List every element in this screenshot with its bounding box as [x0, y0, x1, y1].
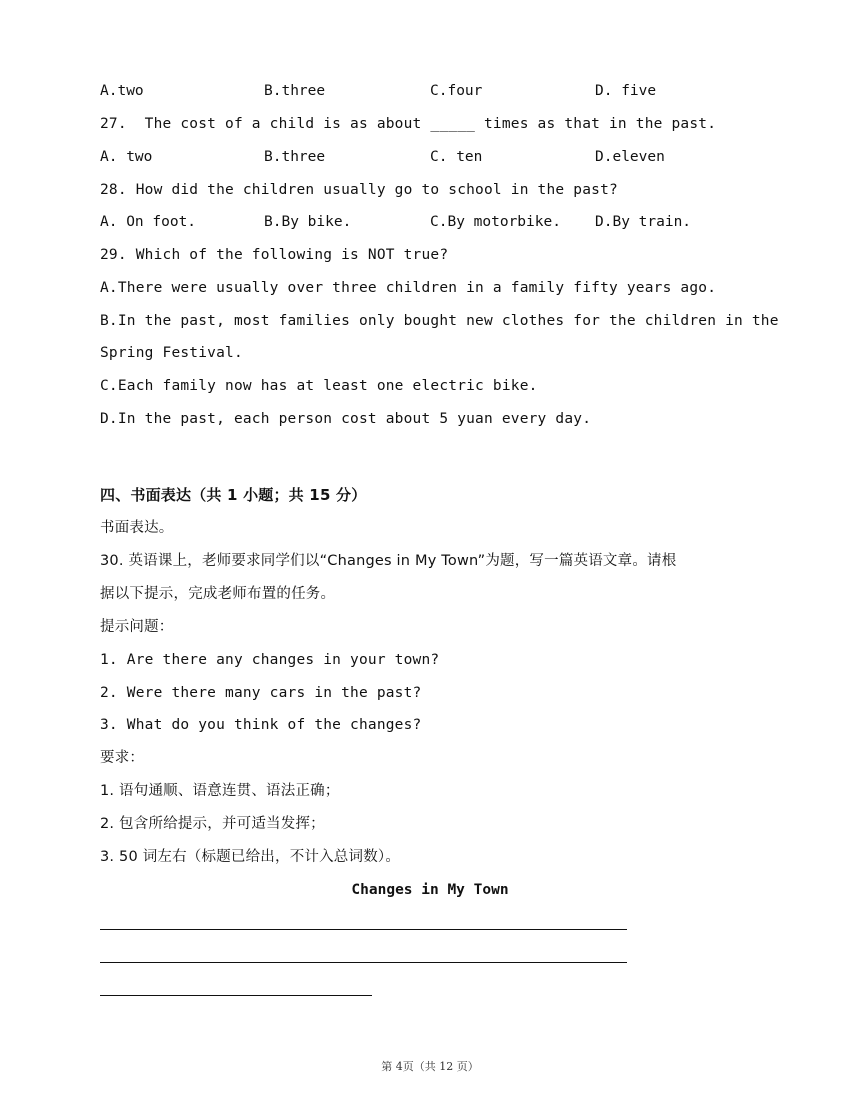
- q26-option-d: D. five: [595, 83, 657, 99]
- q29-option-b-line1: B.In the past, most families only bought new clothes for the children in the: [100, 313, 779, 329]
- q28-option-b: B.By bike.: [264, 214, 352, 230]
- prompt-question-1: 1. Are there any changes in your town?: [100, 652, 440, 668]
- answer-line-2[interactable]: [100, 962, 627, 963]
- q29-option-a: A.There were usually over three children in a family fifty years ago.: [100, 280, 717, 296]
- q28-stem: 28. How did the children usually go to school in the past?: [100, 182, 618, 198]
- requirement-2: 2. 包含所给提示，并可适当发挥；: [100, 816, 325, 832]
- prompt-question-2: 2. Were there many cars in the past?: [100, 685, 422, 701]
- q27-option-a: A. two: [100, 149, 153, 165]
- requirement-3: 3. 50 词左右（标题已给出，不计入总词数）。: [100, 849, 401, 865]
- q28-option-c: C.By motorbike.: [430, 214, 561, 230]
- q28-option-d: D.By train.: [595, 214, 692, 230]
- essay-title: Changes in My Town: [351, 882, 509, 898]
- q29-option-c: C.Each family now has at least one electric bike.: [100, 378, 538, 394]
- q27-stem: 27. The cost of a child is as about _____ times as that in the past.: [100, 116, 717, 132]
- q27-option-b: B.three: [264, 149, 326, 165]
- q26-option-c: C.four: [430, 83, 483, 99]
- q29-option-d: D.In the past, each person cost about 5 yuan every day.: [100, 411, 592, 427]
- section-subheading: 书面表达。: [100, 520, 174, 536]
- q28-option-a: A. On foot.: [100, 214, 197, 230]
- answer-line-3[interactable]: [100, 995, 372, 996]
- prompt-question-3: 3. What do you think of the changes?: [100, 717, 422, 733]
- q30-prompt-line2: 据以下提示，完成老师布置的任务。: [100, 586, 336, 602]
- section-heading: 四、书面表达（共 1 小题；共 15 分）: [100, 486, 367, 504]
- q29-option-b-line2: Spring Festival.: [100, 345, 243, 361]
- requirements-label: 要求：: [100, 750, 145, 766]
- q27-option-d: D.eleven: [595, 149, 665, 165]
- prompts-label: 提示问题：: [100, 619, 174, 635]
- q30-prompt-line1: 30. 英语课上，老师要求同学们以“Changes in My Town”为题，写一篇英语文章。请根: [100, 553, 677, 569]
- q29-stem: 29. Which of the following is NOT true?: [100, 247, 449, 263]
- q27-option-c: C. ten: [430, 149, 483, 165]
- q26-option-b: B.three: [264, 83, 326, 99]
- requirement-1: 1. 语句通顺、语意连贯、语法正确；: [100, 783, 340, 799]
- answer-line-1[interactable]: [100, 929, 627, 930]
- q26-option-a: A.two: [100, 83, 144, 99]
- page-footer: 第 4页（共 12 页）: [381, 1060, 479, 1073]
